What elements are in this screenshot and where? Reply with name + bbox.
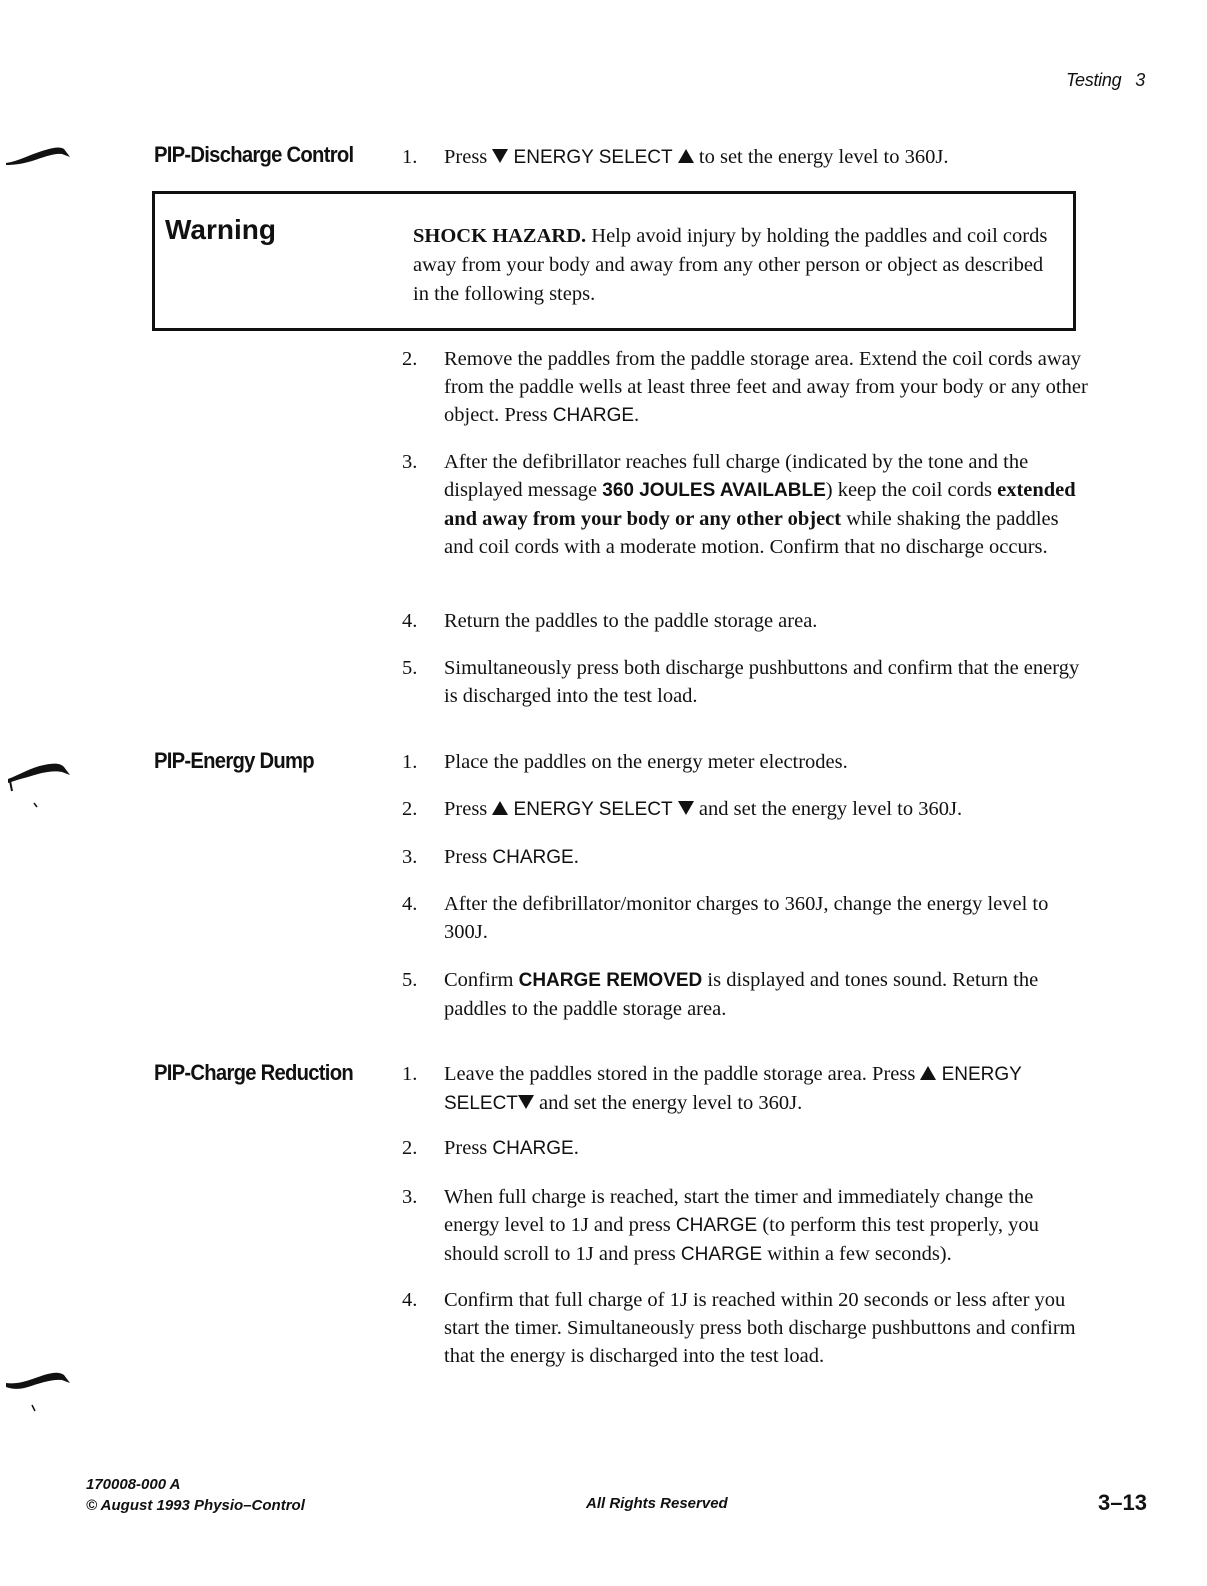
charge-label: CHARGE	[492, 1138, 574, 1159]
charge-label: CHARGE	[680, 1244, 763, 1265]
step-text: is displayed and tones sound. Return the paddles to the paddle storage area.	[444, 969, 1039, 1020]
down-triangle-icon	[518, 1095, 534, 1109]
down-triangle-icon	[678, 801, 694, 815]
energy-label: ENERGY	[941, 1064, 1022, 1085]
list-item	[402, 607, 1092, 635]
step-number: 4.	[402, 1289, 418, 1311]
step-text: within a few seconds).	[767, 1243, 952, 1265]
emphasis-text: extended and away from your body or any other object	[444, 479, 1076, 530]
step-number: 5.	[402, 657, 418, 679]
warning-box	[152, 191, 1076, 331]
list-item	[402, 1134, 1092, 1163]
list-item	[402, 795, 1092, 824]
step-text: Return the paddles to the paddle storage area.	[444, 610, 818, 632]
section-title-discharge-control: PIP-Discharge Control	[154, 142, 354, 167]
display-message: CHARGE REMOVED	[518, 970, 703, 991]
step-text: Confirm that full charge of 1J is reached within 20 seconds or less after you start the timer. Simultaneously press both discharge pushbuttons and confirm that the energy is discharged into the test load.	[444, 1289, 1076, 1367]
step-number: 3.	[402, 451, 418, 473]
list-item	[402, 1183, 1092, 1269]
list-item	[402, 654, 1092, 710]
list-item	[402, 143, 1092, 172]
step-number: 2.	[402, 1137, 418, 1159]
footer-rights: All Rights Reserved	[586, 1495, 728, 1512]
footer-copyright: © August 1993 Physio–Control	[86, 1497, 305, 1514]
up-triangle-icon	[678, 149, 694, 163]
step-text: Confirm	[444, 969, 514, 991]
list-item	[402, 1286, 1092, 1370]
charge-label: CHARGE	[552, 405, 635, 426]
step-text: Place the paddles on the energy meter electrodes.	[444, 751, 848, 773]
energy-select-label: ENERGY SELECT	[513, 799, 673, 820]
list-item	[402, 843, 1092, 872]
step-number: 4.	[402, 610, 418, 632]
running-header	[1066, 70, 1145, 91]
list-item	[402, 345, 1092, 430]
step-number: 3.	[402, 1186, 418, 1208]
warning-body: Help avoid injury by holding the paddles and coil cords away from your body and away from any other person or object as described in the following steps.	[413, 225, 1048, 305]
binder-mark-icon	[4, 757, 74, 813]
down-triangle-icon	[492, 149, 508, 163]
binder-mark-icon	[4, 1367, 74, 1417]
step-number: 2.	[402, 348, 418, 370]
step-text: to set the energy level to 360J.	[698, 146, 949, 168]
step-text: Simultaneously press both discharge pushbuttons and confirm that the energy is discharged into the test load.	[444, 657, 1080, 707]
step-number: 4.	[402, 893, 418, 915]
step-text: (to perform this test properly, you should scroll to 1J and press	[444, 1214, 1039, 1265]
warning-lead: SHOCK HAZARD.	[413, 225, 587, 247]
step-text: while shaking the paddles and coil cords with a moderate motion. Confirm that no discharge occurs.	[444, 508, 1059, 558]
list-item	[402, 748, 1092, 776]
step-text: After the defibrillator reaches full charge (indicated by the tone and the displayed message	[444, 451, 1029, 501]
list-item	[402, 966, 1092, 1023]
warning-title: Warning	[165, 214, 276, 245]
step-number: 2.	[402, 798, 418, 820]
list-item	[402, 448, 1092, 561]
list-item	[402, 1060, 1092, 1118]
step-number: 3.	[402, 846, 418, 868]
step-text: Press	[444, 146, 488, 168]
footer-doc-number: 170008-000 A	[86, 1476, 181, 1493]
punct: .	[634, 404, 640, 426]
step-text: Remove the paddles from the paddle storage area. Extend the coil cords away from the paddle wells at least three feet and away from your body or any other object. Press	[444, 348, 1088, 426]
step-number: 1.	[402, 751, 418, 773]
warning-text	[413, 222, 1053, 309]
punct: .	[573, 846, 579, 868]
list-item	[402, 890, 1092, 946]
page-folio: 3–13	[1098, 1490, 1147, 1515]
step-text: and set the energy level to 360J.	[698, 798, 963, 820]
header-section: Testing	[1066, 70, 1122, 90]
step-number: 5.	[402, 969, 418, 991]
section-title-charge-reduction: PIP-Charge Reduction	[154, 1060, 353, 1085]
section-title-energy-dump: PIP-Energy Dump	[154, 748, 314, 773]
binder-mark-icon	[4, 143, 74, 173]
step-text: After the defibrillator/monitor charges to 360J, change the energy level to 300J.	[444, 893, 1049, 943]
step-text: Press	[444, 846, 488, 868]
step-number: 1.	[402, 1063, 418, 1085]
punct: .	[573, 1137, 579, 1159]
step-text: Press	[444, 1137, 488, 1159]
charge-label: CHARGE	[492, 847, 574, 868]
energy-select-label: ENERGY SELECT	[513, 147, 673, 168]
step-text: ) keep the coil cords	[825, 479, 992, 501]
step-text: Leave the paddles stored in the paddle storage area. Press	[444, 1063, 916, 1085]
step-text: Press	[444, 798, 488, 820]
display-message: 360 JOULES AVAILABLE	[602, 480, 826, 501]
charge-label: CHARGE	[675, 1215, 758, 1236]
step-number: 1.	[402, 146, 418, 168]
up-triangle-icon	[920, 1066, 936, 1080]
step-text: When full charge is reached, start the timer and immediately change the energy level to 1J and press	[444, 1186, 1034, 1236]
header-page-number: 3	[1135, 70, 1145, 90]
step-text: and set the energy level to 360J.	[539, 1092, 803, 1114]
up-triangle-icon	[492, 801, 508, 815]
select-label: SELECT	[444, 1093, 518, 1114]
